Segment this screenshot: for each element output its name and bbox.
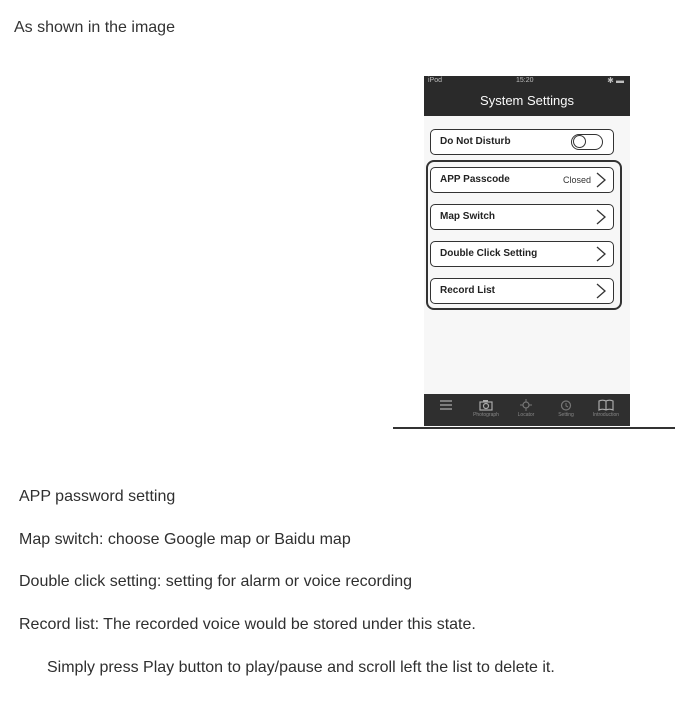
tab-label: Photograph [473, 412, 499, 418]
description-map-switch: Map switch: choose Google map or Baidu map [19, 531, 351, 548]
tab-photograph[interactable] [467, 394, 505, 426]
baseline-divider [393, 427, 675, 429]
tab-label: Locator [517, 412, 535, 418]
do-not-disturb-toggle[interactable] [571, 134, 603, 150]
do-not-disturb-label: Do Not Disturb [440, 136, 511, 147]
app-passcode-label: APP Passcode [440, 174, 510, 185]
carrier-label: iPod [428, 77, 443, 84]
map-switch-row[interactable] [430, 204, 614, 230]
description-record-list: Record list: The recorded voice would be stored under this state. [19, 616, 476, 633]
tab-locator[interactable] [507, 394, 545, 426]
description-record-list-usage: Simply press Play button to play/pause and scroll left the list to delete it. [47, 659, 555, 676]
tab-bar [424, 394, 630, 426]
clock-time: 15:20 [516, 77, 534, 84]
chevron-right-icon [595, 283, 607, 299]
toggle-knob [573, 135, 586, 148]
do-not-disturb-row [430, 129, 614, 155]
menu-icon [439, 399, 453, 411]
locate-icon [519, 399, 533, 411]
alarm-icon [559, 399, 573, 411]
status-icons: ✱ ▬ [607, 76, 624, 85]
record-list-label: Record List [440, 285, 496, 296]
map-switch-label: Map Switch [440, 211, 496, 222]
status-bar [424, 76, 630, 86]
chevron-right-icon [595, 209, 607, 225]
phone-screen [424, 76, 630, 426]
tab-menu[interactable] [427, 394, 465, 426]
description-double-click: Double click setting: setting for alarm or voice recording [19, 573, 413, 590]
record-list-row[interactable] [430, 278, 614, 304]
tab-introduction[interactable] [587, 394, 625, 426]
tab-setting[interactable] [547, 394, 585, 426]
app-passcode-value: Closed [562, 175, 591, 185]
app-passcode-row[interactable] [430, 167, 614, 193]
double-click-setting-row[interactable] [430, 241, 614, 267]
chevron-right-icon [595, 246, 607, 262]
intro-text: As shown in the image [14, 19, 175, 36]
tab-label: Setting [558, 412, 574, 418]
double-click-setting-label: Double Click Setting [440, 248, 538, 259]
description-app-passcode: APP password setting [19, 488, 176, 505]
book-icon [598, 399, 614, 411]
tab-label: Introduction [592, 412, 620, 418]
camera-icon [479, 399, 493, 411]
page-title: System Settings [424, 86, 630, 116]
chevron-right-icon [595, 172, 607, 188]
